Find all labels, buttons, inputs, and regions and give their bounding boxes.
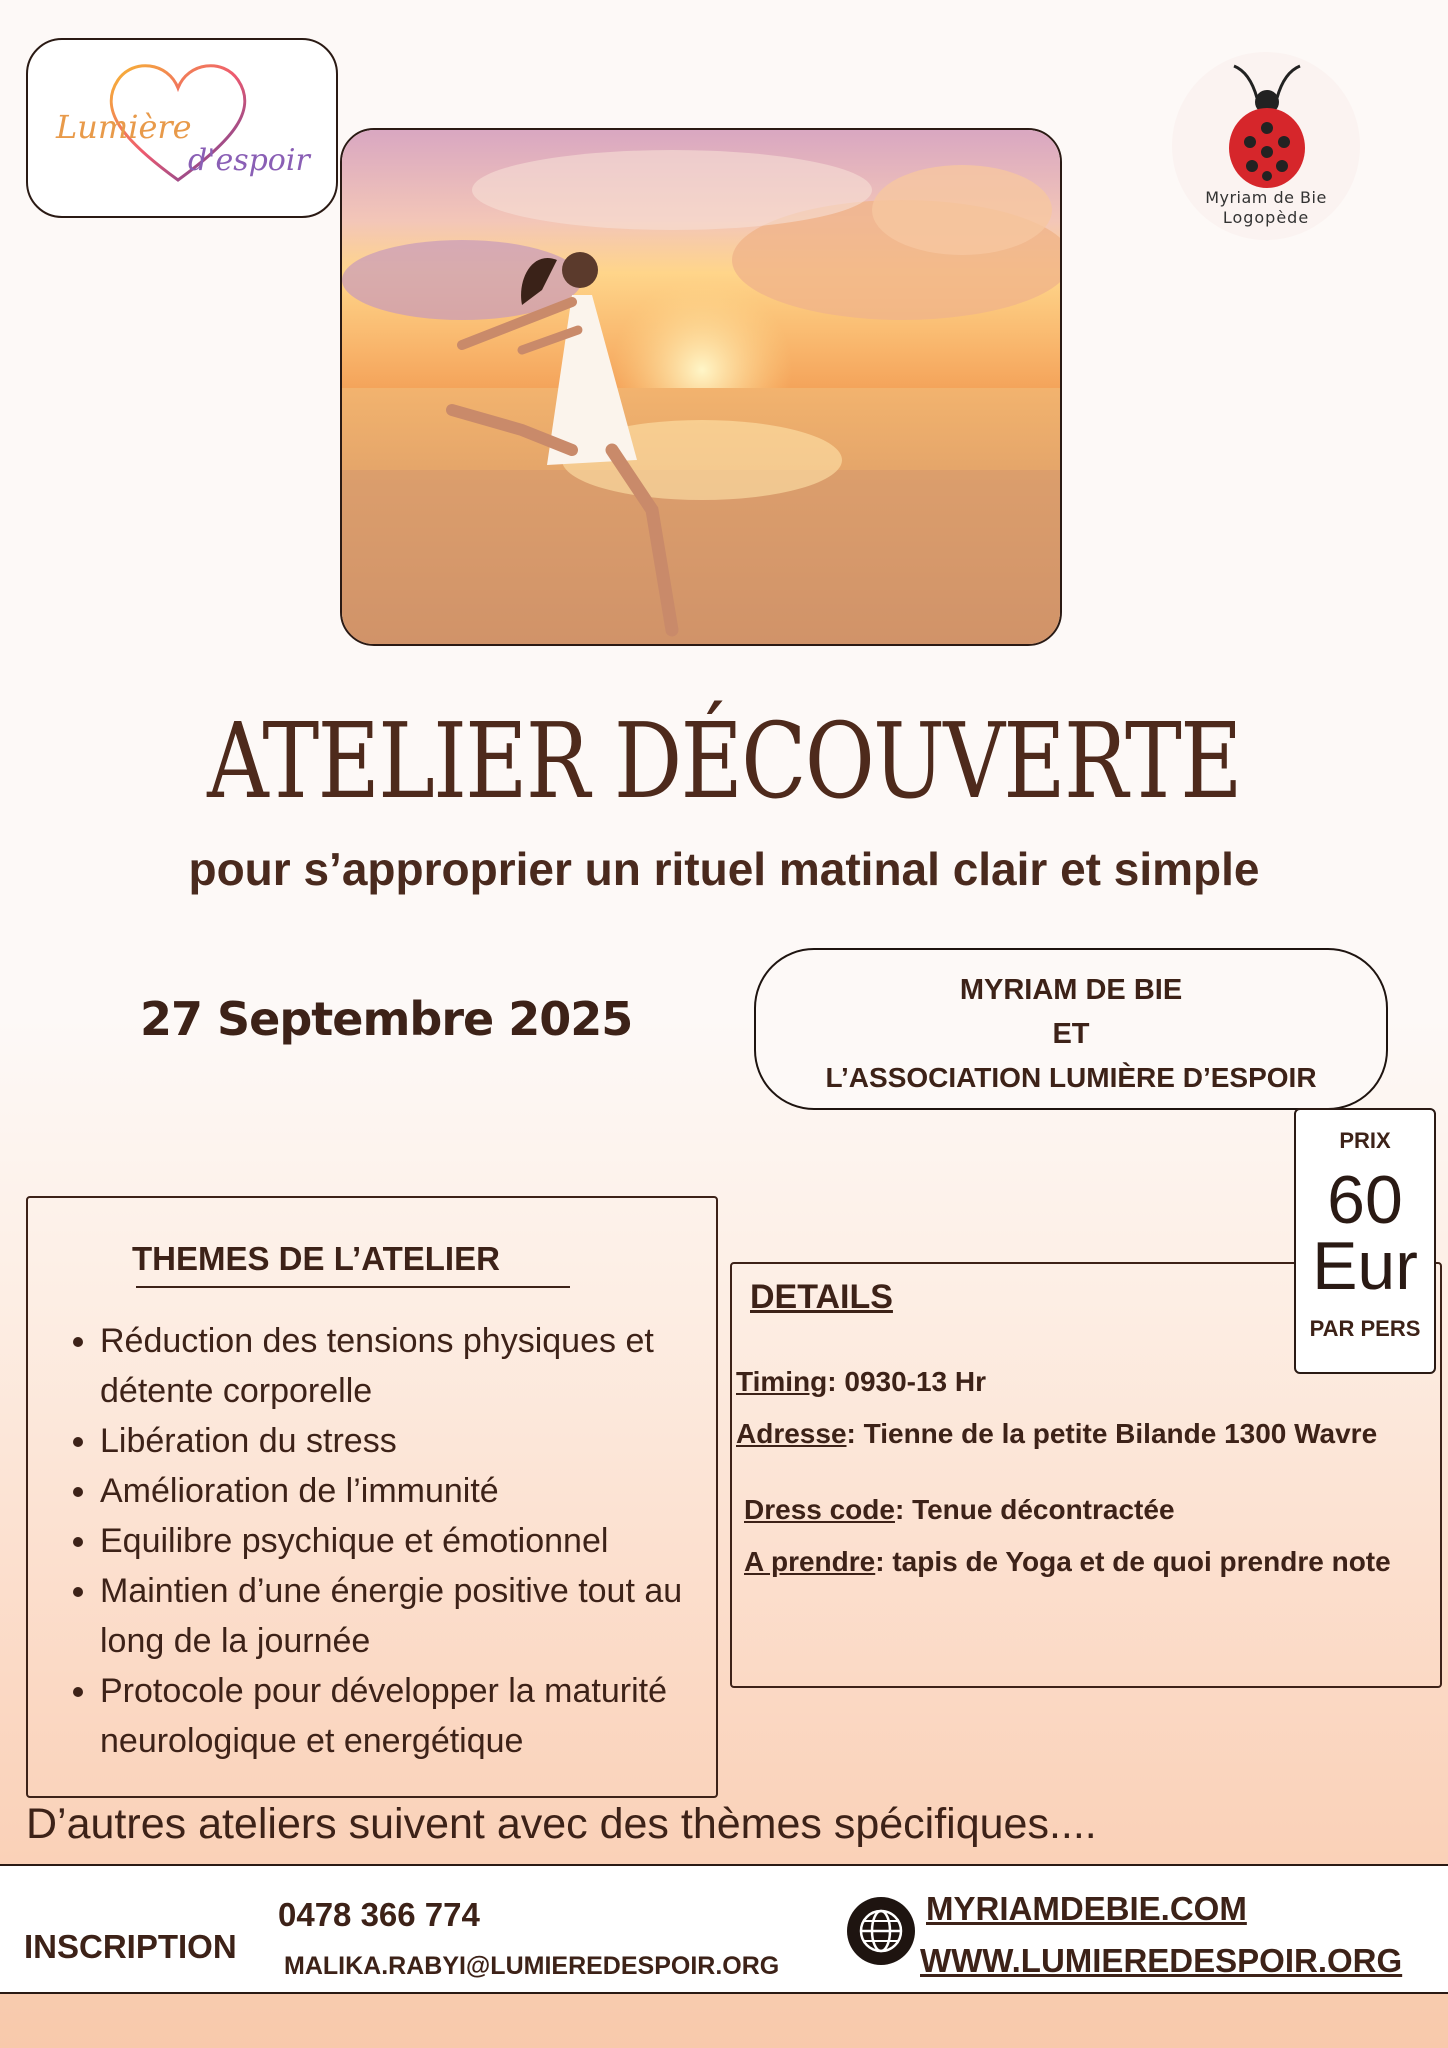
timing-label: Timing <box>736 1366 828 1397</box>
heart-logo <box>28 40 336 216</box>
inscription-label: INSCRIPTION <box>24 1928 237 1965</box>
detail-timing <box>736 1366 986 1398</box>
price-currency: Eur <box>1312 1228 1418 1304</box>
detail-bring <box>744 1546 1391 1578</box>
bring-value: : tapis de Yoga et de quoi prendre note <box>875 1546 1391 1577</box>
themes-divider <box>136 1286 570 1288</box>
list-item: • Equilibre psychique et émotionnel <box>100 1516 740 1566</box>
globe-icon <box>846 1896 916 1966</box>
detail-dress-code <box>744 1494 1175 1526</box>
price-tag <box>1294 1108 1436 1374</box>
logo-text-2: d'espoir <box>188 143 310 178</box>
list-item: • Maintien d’une énergie positive tout au long de la journée <box>100 1566 740 1666</box>
address-value: : Tienne de la petite Bilande 1300 Wavre <box>846 1418 1378 1449</box>
logo-name: Myriam de Bie <box>1205 188 1327 207</box>
price-label: PRIX <box>1339 1128 1391 1153</box>
logo-text-1: Lumière <box>56 108 192 146</box>
organizers-box <box>754 948 1388 1110</box>
organizer-line-3: L’ASSOCIATION LUMIÈRE D’ESPOIR <box>825 1062 1317 1093</box>
website-link-1[interactable]: MYRIAMDEBIE.COM <box>926 1890 1247 1927</box>
page-title: ATELIER DÉCOUVERTE <box>207 700 1241 822</box>
email-link[interactable]: MALIKA.RABYI@LUMIEREDESPOIR.ORG <box>284 1952 780 1980</box>
phone-link[interactable]: 0478 366 774 <box>278 1896 480 1933</box>
hero-image <box>340 128 1062 646</box>
myriam-de-bie-logo <box>1172 52 1360 240</box>
dress-label: Dress code <box>744 1494 895 1525</box>
organizer-line-1: MYRIAM DE BIE <box>959 974 1183 1006</box>
logo-role: Logopède <box>1222 208 1310 227</box>
lumiere-despoir-logo <box>26 38 338 218</box>
list-item: • Réduction des tensions physiques et détente corporelle <box>100 1316 740 1416</box>
list-item: • Amélioration de l’immunité <box>100 1466 740 1516</box>
list-item: • Protocole pour développer la maturité neurologique et energétique <box>100 1666 740 1766</box>
price-per: PAR PERS <box>1309 1316 1421 1341</box>
themes-box <box>26 1196 718 1798</box>
list-item: • Libération du stress <box>100 1416 740 1466</box>
organizer-line-2: ET <box>1052 1018 1090 1050</box>
website-link-2[interactable]: WWW.LUMIEREDESPOIR.ORG <box>920 1942 1403 1979</box>
themes-heading: THEMES DE L’ATELIER <box>132 1240 500 1277</box>
themes-list <box>68 1316 740 1766</box>
address-label: Adresse <box>736 1418 847 1449</box>
more-workshops-text: D’autres ateliers suivent avec des thèmes spécifiques.... <box>26 1800 1097 1848</box>
event-date: 27 Septembre 2025 <box>140 992 633 1046</box>
detail-address <box>736 1418 1377 1450</box>
timing-value: : 0930-13 Hr <box>827 1366 987 1397</box>
price-amount: 60 <box>1327 1162 1403 1238</box>
dress-value: : Tenue décontractée <box>894 1494 1175 1525</box>
ladybug-icon <box>1222 60 1312 190</box>
footer <box>0 1864 1448 1994</box>
bring-label: A prendre <box>744 1546 876 1577</box>
page-subtitle: pour s’approprier un rituel matinal clair et simple <box>188 843 1260 895</box>
details-heading: DETAILS <box>750 1278 893 1316</box>
